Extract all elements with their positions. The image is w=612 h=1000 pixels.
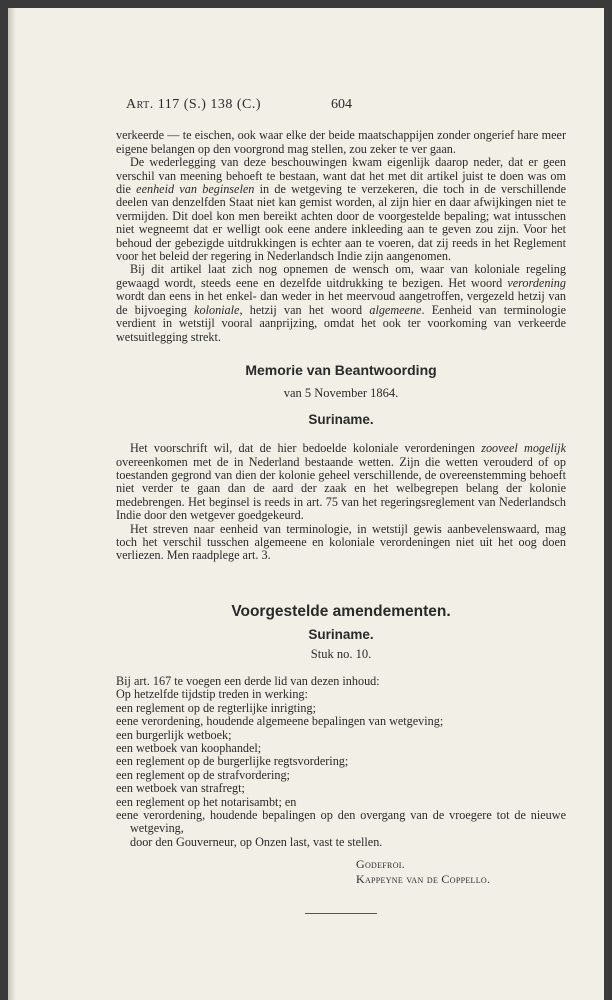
- intro-paragraph-2: De wederlegging van deze beschouwingen kwam eigenlijk daarop neder, dat er geen verschil van meening behoeft te bestaan, want dat het met dit artikel juist te doen was om die eenheid van beginselen in de wetgeving te verzekeren, die toch in de verschillende deelen van denzelfden Staat niet kan gemist worden, al zijn hier en daar afwijkingen niet te vermijden. Dit doel kon men bereikt achten door de voorgestelde bepaling; wat intusschen niet wegneemt dat er welligt ook eene andere inkleeding aan te geven zou zijn. Voor het behoud der gebezigde uitdrukkingen is echter aan te voeren, dat zij reeds in het Reglement voor het beleid der regering in Nederlandsch Indie zijn aangenomen.: [116, 155, 566, 264]
- list-item: een reglement op de burgerlijke regtsvordering;: [116, 754, 349, 769]
- list-item: een wetboek van strafregt;: [116, 781, 245, 796]
- intro-paragraph-1: verkeerde — te eischen, ook waar elke der beide maatschappijen zonder ongerief hare meer eigene belangen op den voorgrond mag stellen, zou zeker te ver gaan.: [116, 128, 566, 156]
- intro-paragraph-3: Bij dit artikel laat zich nog opnemen de wensch om, waar van koloniale regeling gewaagd wordt, steeds eene en dezelfde uitdrukking te bezigen. Het woord verordening wordt dan eens in het enkel- dan weder in het meervoud aangetroffen, vergezeld hetzij van de bijvoeging koloniale, hetzij van het woord algemeene. Eenheid van terminologie verdient in wetstijl vooral aanprijzing, omdat het ook ter voorkoming van verkeerde wetsuitlegging strekt.: [116, 262, 566, 344]
- memorie-paragraph-1: Het voorschrift wil, dat de hier bedoelde koloniale verordeningen zooveel mogelijk overeenkomen met de in Nederland bestaande wetten. Zijn die wetten verouderd of op toestanden gegrond van dien der kolonie geheel verschillende, de overeenstemming behoeft niet verder te gaan dan de aard der zaak en het welbegrepen belang der kolonie medebrengen. Het beginsel is reeds in art. 75 van het regeringsreglement van Nederlandsch Indie door den wetgever goedgekeurd.: [116, 441, 567, 523]
- memorie-subheading: Suriname.: [308, 411, 374, 427]
- memorie-heading: Memorie van Beantwoording: [245, 361, 437, 378]
- document-body: [116, 98, 566, 914]
- page-edge-shadow: [8, 8, 16, 1000]
- stuk-number: Stuk no. 10.: [310, 646, 372, 661]
- signature-godefroi: Godefroi.: [356, 857, 406, 872]
- article-reference: Art. 117 (S.) 138 (C.): [126, 97, 262, 112]
- list-item: eene verordening, houdende algemeene bepalingen van wetgeving;: [116, 714, 444, 729]
- signature-block: [356, 857, 566, 887]
- running-header: [116, 98, 566, 111]
- memorie-date: van 5 November 1864.: [283, 386, 399, 401]
- list-item: een reglement op de strafvordering;: [116, 767, 290, 782]
- amendementen-heading: Voorgestelde amendementen.: [231, 602, 451, 620]
- list-item: een reglement op het notarisambt; en: [116, 794, 297, 809]
- page-number: 604: [331, 97, 353, 112]
- list-item: Op hetzelfde tijdstip treden in werking:: [116, 687, 308, 702]
- list-item: een burgerlijk wetboek;: [116, 727, 232, 742]
- amendment-list: [116, 675, 566, 849]
- memorie-paragraph-2: Het streven naar eenheid van terminologie, in wetstijl gewis aanbevelenswaard, mag toch het verschil tusschen algemeene en koloniale verordeningen niet uit het oog doen verliezen. Men raadplege art. 3.: [116, 521, 566, 563]
- list-item: een wetboek van koophandel;: [116, 741, 262, 756]
- closing-divider: [305, 913, 377, 914]
- list-item: een reglement op de regterlijke inrigting;: [116, 700, 317, 715]
- amendementen-subheading: Suriname.: [308, 627, 374, 643]
- list-item-wrapped: eene verordening, houdende bepalingen op den overgang van de vroegere tot de nieuwe wetgeving,: [116, 808, 566, 836]
- list-item: Bij art. 167 te voegen een derde lid van dezen inhoud:: [116, 674, 380, 688]
- signature-kappeyne: Kappeyne van de Coppello.: [356, 872, 491, 887]
- closing-line: door den Gouverneur, op Onzen last, vast te stellen.: [130, 834, 383, 849]
